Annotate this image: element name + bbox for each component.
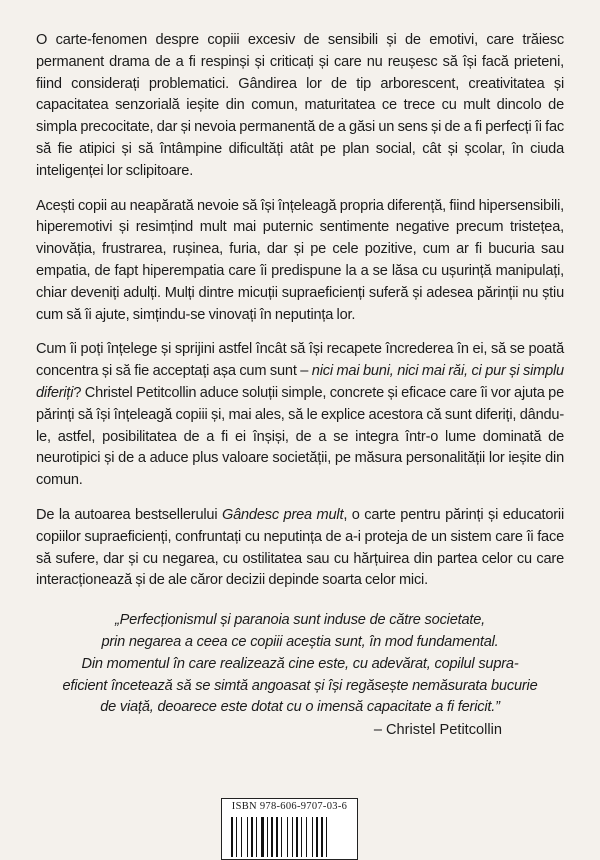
blurb-paragraph-2-text: Acești copii au neapărată nevoie să își înțeleagă propria diferență, fiind hipersensibili, hiperemotivi și resimțind mult mai puternic sentimente negative precum tristețea, vinovăția, frustrarea, rușinea, furia, dar și pe cele pozitive, cum ar fi bucuria sau empatia, de fapt hiperempatia care îi predispune la a se lăsa cu ușurință manipulați, chiar deveniți adulți. Mulți dintre micuții supraeficienți suferă și adesea părinții nu știu cum să îi ajute, simțindu-se vinovați în neputința lor. xyxy=(36,197,564,323)
author-quote xyxy=(36,610,564,719)
quote-line-5: de viață, deoarece este dotat cu o imensă capacitate a fi fericit.” xyxy=(100,699,500,716)
blurb-paragraph-1 xyxy=(36,30,564,183)
blurb-paragraph-4-end: , o carte pentru părinți și educatorii copiilor supraeficienți, confruntați cu neputința de a-i proteja de un sistem care îi face să sufere, dar și cu negarea, cu ostilitatea sau cu hărțuirea din partea celor cu care interacționează și de ale căror decizii depinde soarta celor mici. xyxy=(36,506,564,589)
blurb-paragraph-3 xyxy=(36,339,564,492)
quote-attribution: – Christel Petitcollin xyxy=(373,722,502,739)
quote-line-4: eficient încetează să se simtă angoasat și își regăsește nemăsurata bucurie xyxy=(62,677,538,694)
isbn-number: ISBN 978-606-9707-03-6 xyxy=(231,801,348,812)
quote-line-2: prin negarea a ceea ce copiii aceștia sunt, în mod fundamental. xyxy=(101,633,499,650)
quote-line-3: Din momentul în care realizează cine este, cu adevărat, copilul supra- xyxy=(81,655,519,672)
isbn-barcode xyxy=(221,798,358,860)
barcode-icon xyxy=(229,817,349,857)
blurb-paragraph-4-start: De la autoarea bestsellerului xyxy=(36,506,222,523)
blurb-paragraph-1-text: O carte-fenomen despre copiii excesiv de sensibili și de emotivi, care trăiesc permanent drama de a fi respinși și criticați și care nu reușesc să își facă prieteni, fiind considerați problematici. Gândirea lor de tip arborescent, creativitatea și capacitatea senzorială ieșite din comun, maturitatea ce trece cu mult dincolo de simpla precocitate, dar și nevoia permanentă de a găsi un sens și de a fi perfecți îi fac să fie atipici și să întâmpine dificultăți atât pe plan social, cât și școlar, în ciuda inteligenței lor sclipitoare. xyxy=(36,32,564,179)
quote-line-1: „Perfecționismul și paranoia sunt induse de către societate, xyxy=(114,612,486,629)
blurb-paragraph-3-start: Cum îi poți înțelege și sprijini astfel încât să își recapete încrederea în ei, să se poată concentra și să fie acceptați așa cum sunt – xyxy=(36,341,564,380)
blurb-paragraph-3-end: ? Christel Petitcollin aduce soluții simple, concrete și eficace care îi vor ajuta pe părinți să își înțeleagă copiii și, mai ales, să le explice acestora că sunt diferiți, dându-le, astfel, posibilitatea de a fi ei înșiși, de a se integra într-o lume dominată de neurotipici și de a aduce plus valoare societății, pe măsura personalității lor ieșite din comun. xyxy=(36,384,564,489)
blurb-paragraph-2 xyxy=(36,196,564,327)
blurb-paragraph-4 xyxy=(36,505,564,592)
book-title-reference: Gândesc prea mult xyxy=(221,506,344,523)
blurb-paragraph-3-italic: nici mai buni, nici mai răi, ci pur și simplu diferiți xyxy=(36,363,564,401)
